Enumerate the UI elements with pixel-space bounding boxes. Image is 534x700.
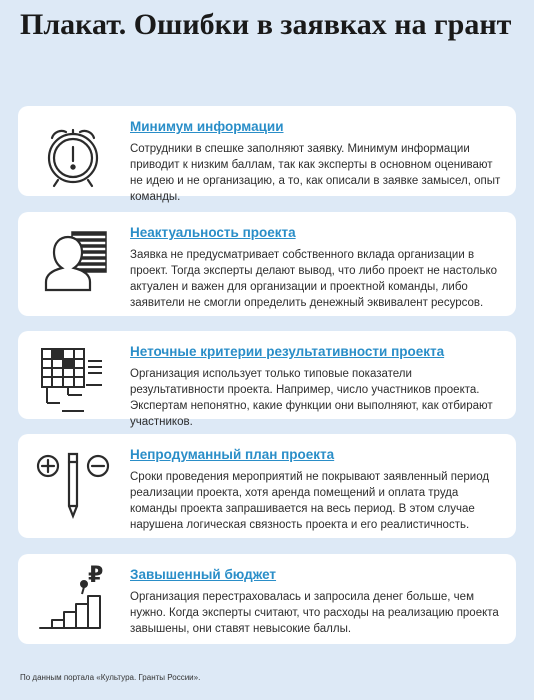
ruble-symbol: ₽ bbox=[88, 562, 104, 587]
ruble-stairs-icon bbox=[32, 562, 114, 644]
source-note: По данным портала «Культура. Гранты России». bbox=[20, 673, 201, 682]
card-heading: Неточные критерии результативности проекта bbox=[130, 344, 445, 359]
card-minimum-info bbox=[18, 106, 516, 203]
card-body: Организация перестраховалась и запросила денег больше, чем нужно. Когда эксперты считают, что расходы на реализацию проекта завышены, они ставят невысокие баллы. bbox=[130, 591, 499, 635]
card-heading: Непродуманный план проекта bbox=[130, 447, 335, 462]
card-body: Заявка не предусматривает собственного вклада организации в проект. Тогда эксперты делают вывод, что либо проект не настолько актуален и важен для организации и проектной команды, либо заявители не смогли определить денежный эквивалент ресурсов. bbox=[130, 249, 498, 309]
alarm-clock-icon bbox=[32, 114, 114, 196]
page-title: Плакат. Ошибки в заявках на грант bbox=[20, 8, 512, 41]
card-criteria bbox=[18, 331, 516, 428]
card-heading: Минимум информации bbox=[130, 119, 284, 134]
plus-pencil-minus-icon bbox=[32, 442, 114, 524]
card-heading: Завышенный бюджет bbox=[130, 567, 277, 582]
person-profile-icon bbox=[32, 220, 114, 302]
card-budget bbox=[18, 554, 516, 644]
card-body: Сроки проведения мероприятий не покрывают заявленный период реализации проекта, хотя аренда помещений и оплата труда команды проекта запрашивается на весь период. В этом случае нарушена логическая связность проекта и его реалистичность. bbox=[130, 471, 490, 531]
card-heading: Неактуальность проекта bbox=[130, 225, 296, 240]
card-plan bbox=[18, 434, 516, 538]
card-body: Организация использует только типовые показатели результативности проекта. Например, число участников проекта. Экспертам непонятно, какие функции они выполняют, как отбирают участников. bbox=[130, 368, 493, 428]
criteria-table-icon bbox=[32, 339, 114, 421]
card-irrelevance bbox=[18, 212, 516, 316]
card-body: Сотрудники в спешке заполняют заявку. Минимум информации приводит к низким баллам, так как эксперты в основном оценивают не идею и не организацию, а то, как описали в заявке замысел, опыт команды. bbox=[130, 143, 501, 203]
